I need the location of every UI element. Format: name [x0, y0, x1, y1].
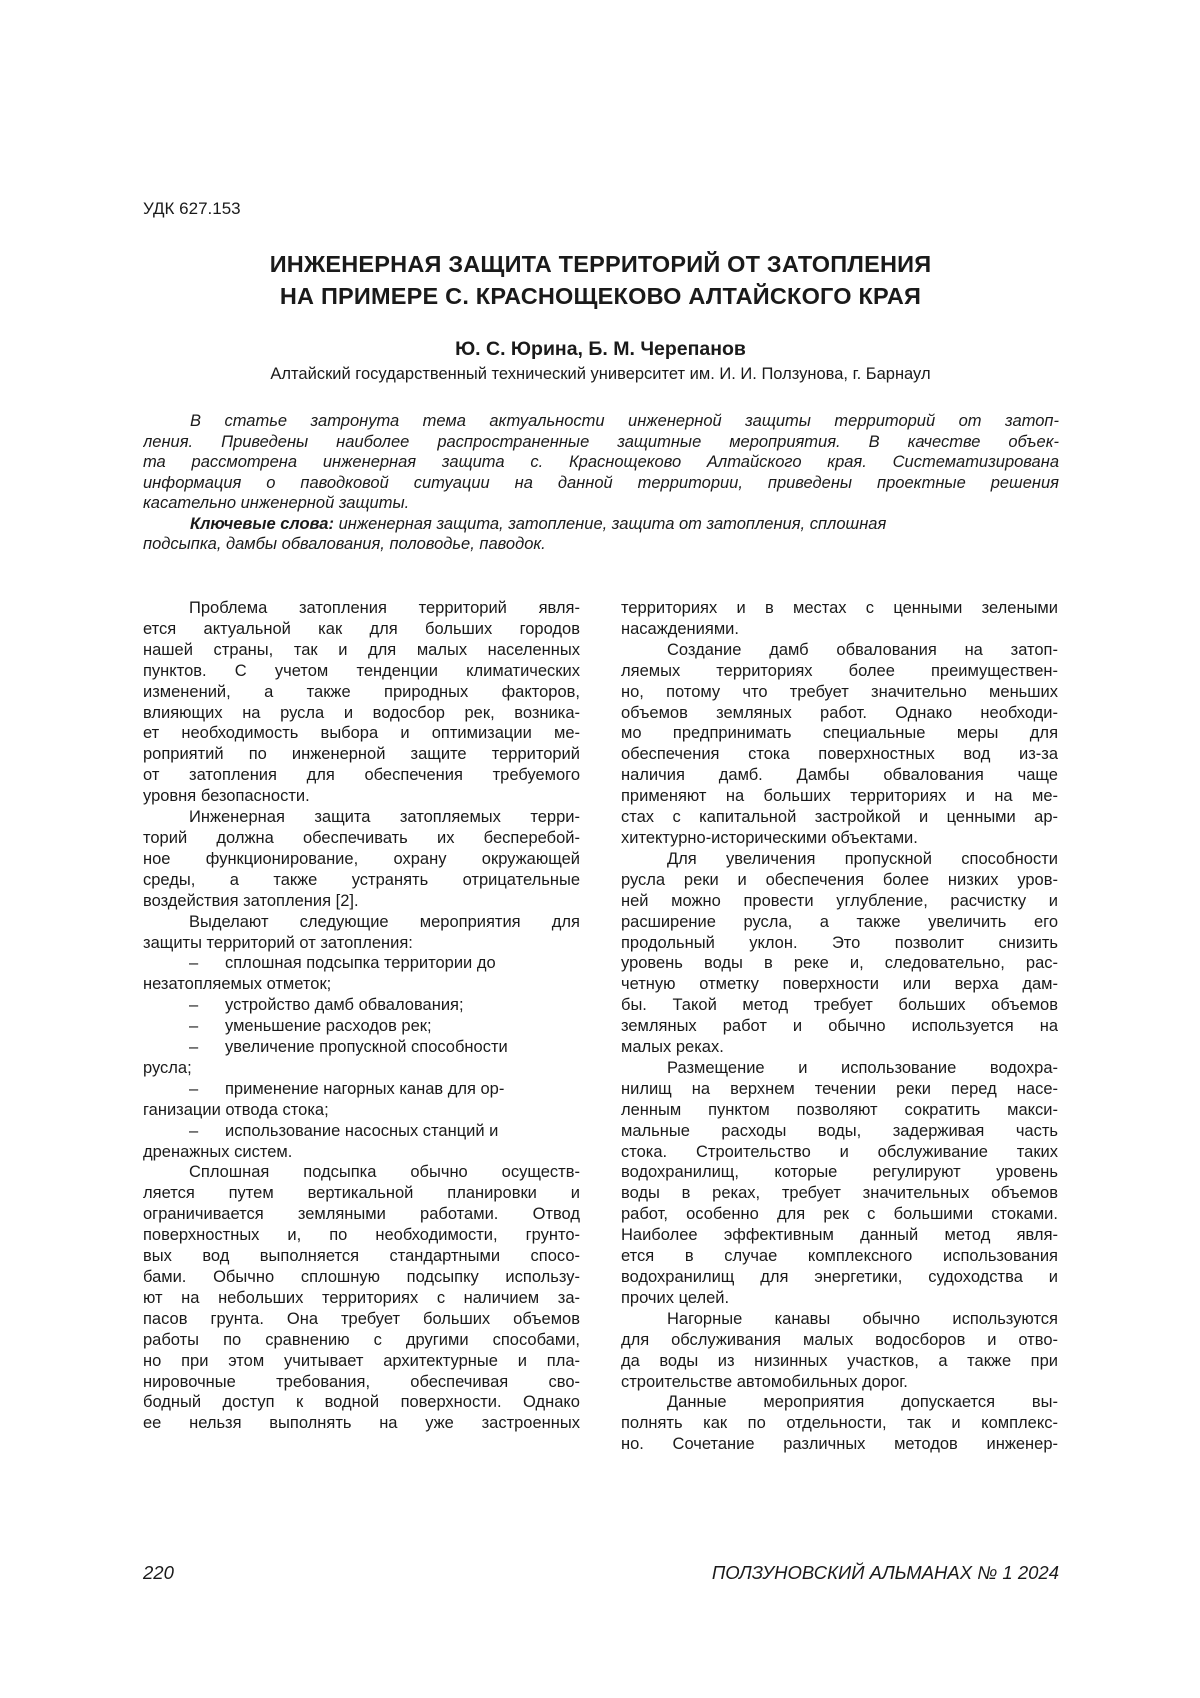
text-line: да воды из низинных участков, а также при: [621, 1351, 1058, 1370]
affiliation: Алтайский государственный технический университет им. И. И. Ползунова, г. Барнаул: [270, 365, 931, 383]
text-line: но при этом учитывает архитектурные и пла-: [143, 1351, 580, 1370]
text-line: объемов земляных работ. Однако необходи-: [621, 703, 1058, 722]
list-item: [143, 1079, 580, 1100]
text-line: от затопления для обеспечения требуемого: [143, 766, 580, 785]
journal-name: ПОЛЗУНОВСКИЙ АЛЬМАНАХ № 1 2024: [711, 1562, 1059, 1583]
text-line: ляемых территориях более преимуществен-: [621, 661, 1058, 680]
keywords-label: Ключевые слова:: [190, 514, 334, 533]
text-line: нашей страны, так и для малых населенных: [143, 640, 580, 659]
list-item: [143, 1037, 580, 1058]
text-line: территориях и в местах с ценными зелеными: [621, 599, 1058, 617]
keywords-line: [143, 514, 1059, 535]
abstract-line: ления. Приведены наиболее распространенные защитные мероприятия. В качестве объек-: [143, 432, 1059, 451]
keywords-text: инженерная защита, затопление, защита от затопления, сплошная: [333, 514, 887, 533]
text-line: малых реках.: [621, 1038, 724, 1057]
text-line: Наиболее эффективным данный метод явля-: [621, 1226, 1058, 1245]
text-line: применяют на больших территориях и на ме-: [621, 787, 1058, 806]
dash-marker: –: [189, 1038, 199, 1057]
text-line: ется актуальной как для больших городов: [143, 619, 580, 638]
text-line: нилищ на верхнем течении реки перед насе-: [621, 1079, 1058, 1098]
article-title: [143, 248, 1058, 312]
text-line: обеспечения стока поверхностных вод из-за: [621, 745, 1058, 764]
list-item: [143, 1121, 580, 1142]
list-item: [143, 953, 580, 974]
text-line: ганизации отвода стока;: [143, 1100, 329, 1119]
text-line: пасов грунта. Она требует больших объемов: [143, 1309, 580, 1328]
abstract-line: касательно инженерной защиты.: [143, 494, 410, 512]
text-line: прочих целей.: [621, 1288, 730, 1307]
abstract: [143, 411, 1059, 555]
text-line: уровня безопасности.: [143, 787, 310, 806]
text-line: ляется путем вертикальной планировки и: [143, 1184, 580, 1203]
text-line: мо предпринимать специальные меры для: [621, 724, 1058, 743]
text-line: роприятий по инженерной защите территорий: [143, 745, 580, 764]
list-item-text: применение нагорных канав для ор-: [225, 1079, 505, 1098]
abstract-line: та рассмотрена инженерная защита с. Краснощеково Алтайского края. Систематизирована: [143, 453, 1059, 471]
list-item-text: устройство дамб обвалования;: [225, 996, 464, 1015]
text-line: водохранилищ, которые регулируют уровень: [621, 1163, 1058, 1182]
dash-marker: –: [189, 1017, 199, 1036]
abstract-line: информация о паводковой ситуации на данной территории, приведены проектные решения: [143, 473, 1059, 492]
text-line: бы. Такой метод требует больших объемов: [621, 996, 1058, 1015]
title-line-1: ИНЖЕНЕРНАЯ ЗАЩИТА ТЕРРИТОРИЙ ОТ ЗАТОПЛЕНИЯ: [269, 251, 932, 277]
list-item-text: использование насосных станций и: [225, 1121, 499, 1140]
text-line: но. Сочетание различных методов инженер-: [621, 1435, 1058, 1454]
text-line: торий должна обеспечивать их бесперебой-: [143, 828, 580, 847]
text-line: уровень воды в реке и, следовательно, рас-: [621, 954, 1058, 973]
text-line: но, потому что требует значительно меньших: [621, 682, 1058, 701]
text-line: русла;: [143, 1058, 192, 1077]
authors: Ю. С. Юрина, Б. М. Черепанов: [455, 338, 746, 360]
text-line: влияющих на русла и водосбор рек, возника-: [143, 703, 580, 722]
page-number: 220: [143, 1562, 174, 1583]
dash-marker: –: [189, 996, 199, 1015]
text-line: мальные расходы воды, задерживая часть: [621, 1121, 1058, 1140]
text-line: воды в реках, требует значительных объемов: [621, 1184, 1058, 1203]
text-line: работы по сравнению с другими способами,: [143, 1330, 580, 1349]
text-line: незатопляемых отметок;: [143, 975, 332, 994]
text-line: полнять как по отдельности, так и комплекс-: [621, 1414, 1058, 1433]
text-line: русла реки и обеспечения более низких уров-: [621, 870, 1058, 889]
text-line: ет необходимость выбора и оптимизации ме-: [143, 724, 580, 743]
text-line: вых вод выполняется стандартными спосо-: [143, 1247, 580, 1266]
list-item: [143, 1016, 580, 1037]
dash-marker: –: [189, 1079, 199, 1098]
dash-marker: –: [189, 1121, 199, 1140]
text-line: земляных работ и обычно используется на: [621, 1017, 1058, 1036]
text-line: работ, особенно для рек с большими стоками.: [621, 1205, 1058, 1224]
text-line: Создание дамб обвалования на затоп-: [667, 640, 1058, 659]
text-line: Инженерная защита затопляемых терри-: [189, 808, 580, 827]
text-line: строительстве автомобильных дорог.: [621, 1372, 908, 1391]
text-line: насаждениями.: [621, 619, 739, 638]
text-line: четную отметку поверхности или верха дам-: [621, 975, 1058, 994]
text-line: наличия дамб. Дамбы обвалования чаще: [621, 766, 1058, 785]
list-item-text: увеличение пропускной способности: [225, 1038, 508, 1057]
text-line: защиты территорий от затопления:: [143, 933, 413, 952]
text-line: ее нельзя выполнять на уже застроенных: [143, 1414, 580, 1433]
text-line: Нагорные канавы обычно используются: [667, 1309, 1058, 1328]
text-line: ней можно провести углубление, расчистку и: [621, 891, 1058, 910]
text-line: среды, а также устранять отрицательные: [143, 870, 580, 889]
abstract-line: В статье затронута тема актуальности инженерной защиты территорий от затоп-: [190, 412, 1059, 430]
title-line-2: НА ПРИМЕРЕ С. КРАСНОЩЕКОВО АЛТАЙСКОГО КРАЯ: [279, 283, 922, 309]
text-line: Проблема затопления территорий явля-: [189, 599, 580, 617]
text-line: стах с капитальной застройкой и ценными ар-: [621, 808, 1058, 827]
text-line: ленным пунктом позволяют сократить макси-: [621, 1100, 1058, 1119]
list-item-text: уменьшение расходов рек;: [225, 1017, 432, 1036]
text-line: расширение русла, а также увеличить его: [621, 912, 1058, 931]
text-line: Выделают следующие мероприятия для: [189, 912, 580, 931]
text-line: стока. Строительство и обслуживание таких: [621, 1142, 1058, 1161]
text-line: Сплошная подсыпка обычно осуществ-: [189, 1163, 580, 1182]
right-column: [621, 598, 1058, 1455]
left-column: [143, 598, 580, 1434]
text-line: бами. Обычно сплошную подсыпку использу-: [143, 1268, 580, 1286]
text-line: дренажных систем.: [143, 1142, 293, 1161]
text-line: водохранилищ для энергетики, судоходства и: [621, 1268, 1058, 1286]
dash-marker: –: [189, 954, 199, 973]
list-item: [143, 995, 580, 1016]
text-line: воздействия затопления [2].: [143, 891, 359, 910]
text-line: Размещение и использование водохра-: [667, 1058, 1058, 1077]
text-line: пунктов. С учетом тенденции климатических: [143, 661, 580, 680]
text-line: поверхностных и, по необходимости, грунто-: [143, 1226, 580, 1245]
text-line: Данные мероприятия допускается вы-: [667, 1393, 1058, 1412]
list-item-text: сплошная подсыпка территории до: [225, 954, 496, 973]
text-line: хитектурно-историческими объектами.: [621, 828, 918, 847]
text-line: бодный доступ к водной поверхности. Однако: [143, 1393, 580, 1412]
text-line: Для увеличения пропускной способности: [667, 849, 1058, 868]
text-line: ное функционирование, охрану окружающей: [143, 849, 580, 868]
text-line: ется в случае комплексного использования: [621, 1247, 1058, 1266]
text-line: ограничивается земляными работами. Отвод: [143, 1205, 580, 1224]
text-line: продольный уклон. Это позволит снизить: [621, 933, 1058, 952]
keywords-line: подсыпка, дамбы обвалования, половодье, паводок.: [143, 535, 546, 553]
text-line: нировочные требования, обеспечивая сво-: [143, 1372, 580, 1391]
text-line: изменений, а также природных факторов,: [143, 682, 580, 701]
udc-code: УДК 627.153: [143, 199, 241, 218]
text-line: ют на небольших территориях с наличием за-: [143, 1288, 580, 1307]
text-line: для обслуживания малых водосборов и отво-: [621, 1330, 1058, 1349]
